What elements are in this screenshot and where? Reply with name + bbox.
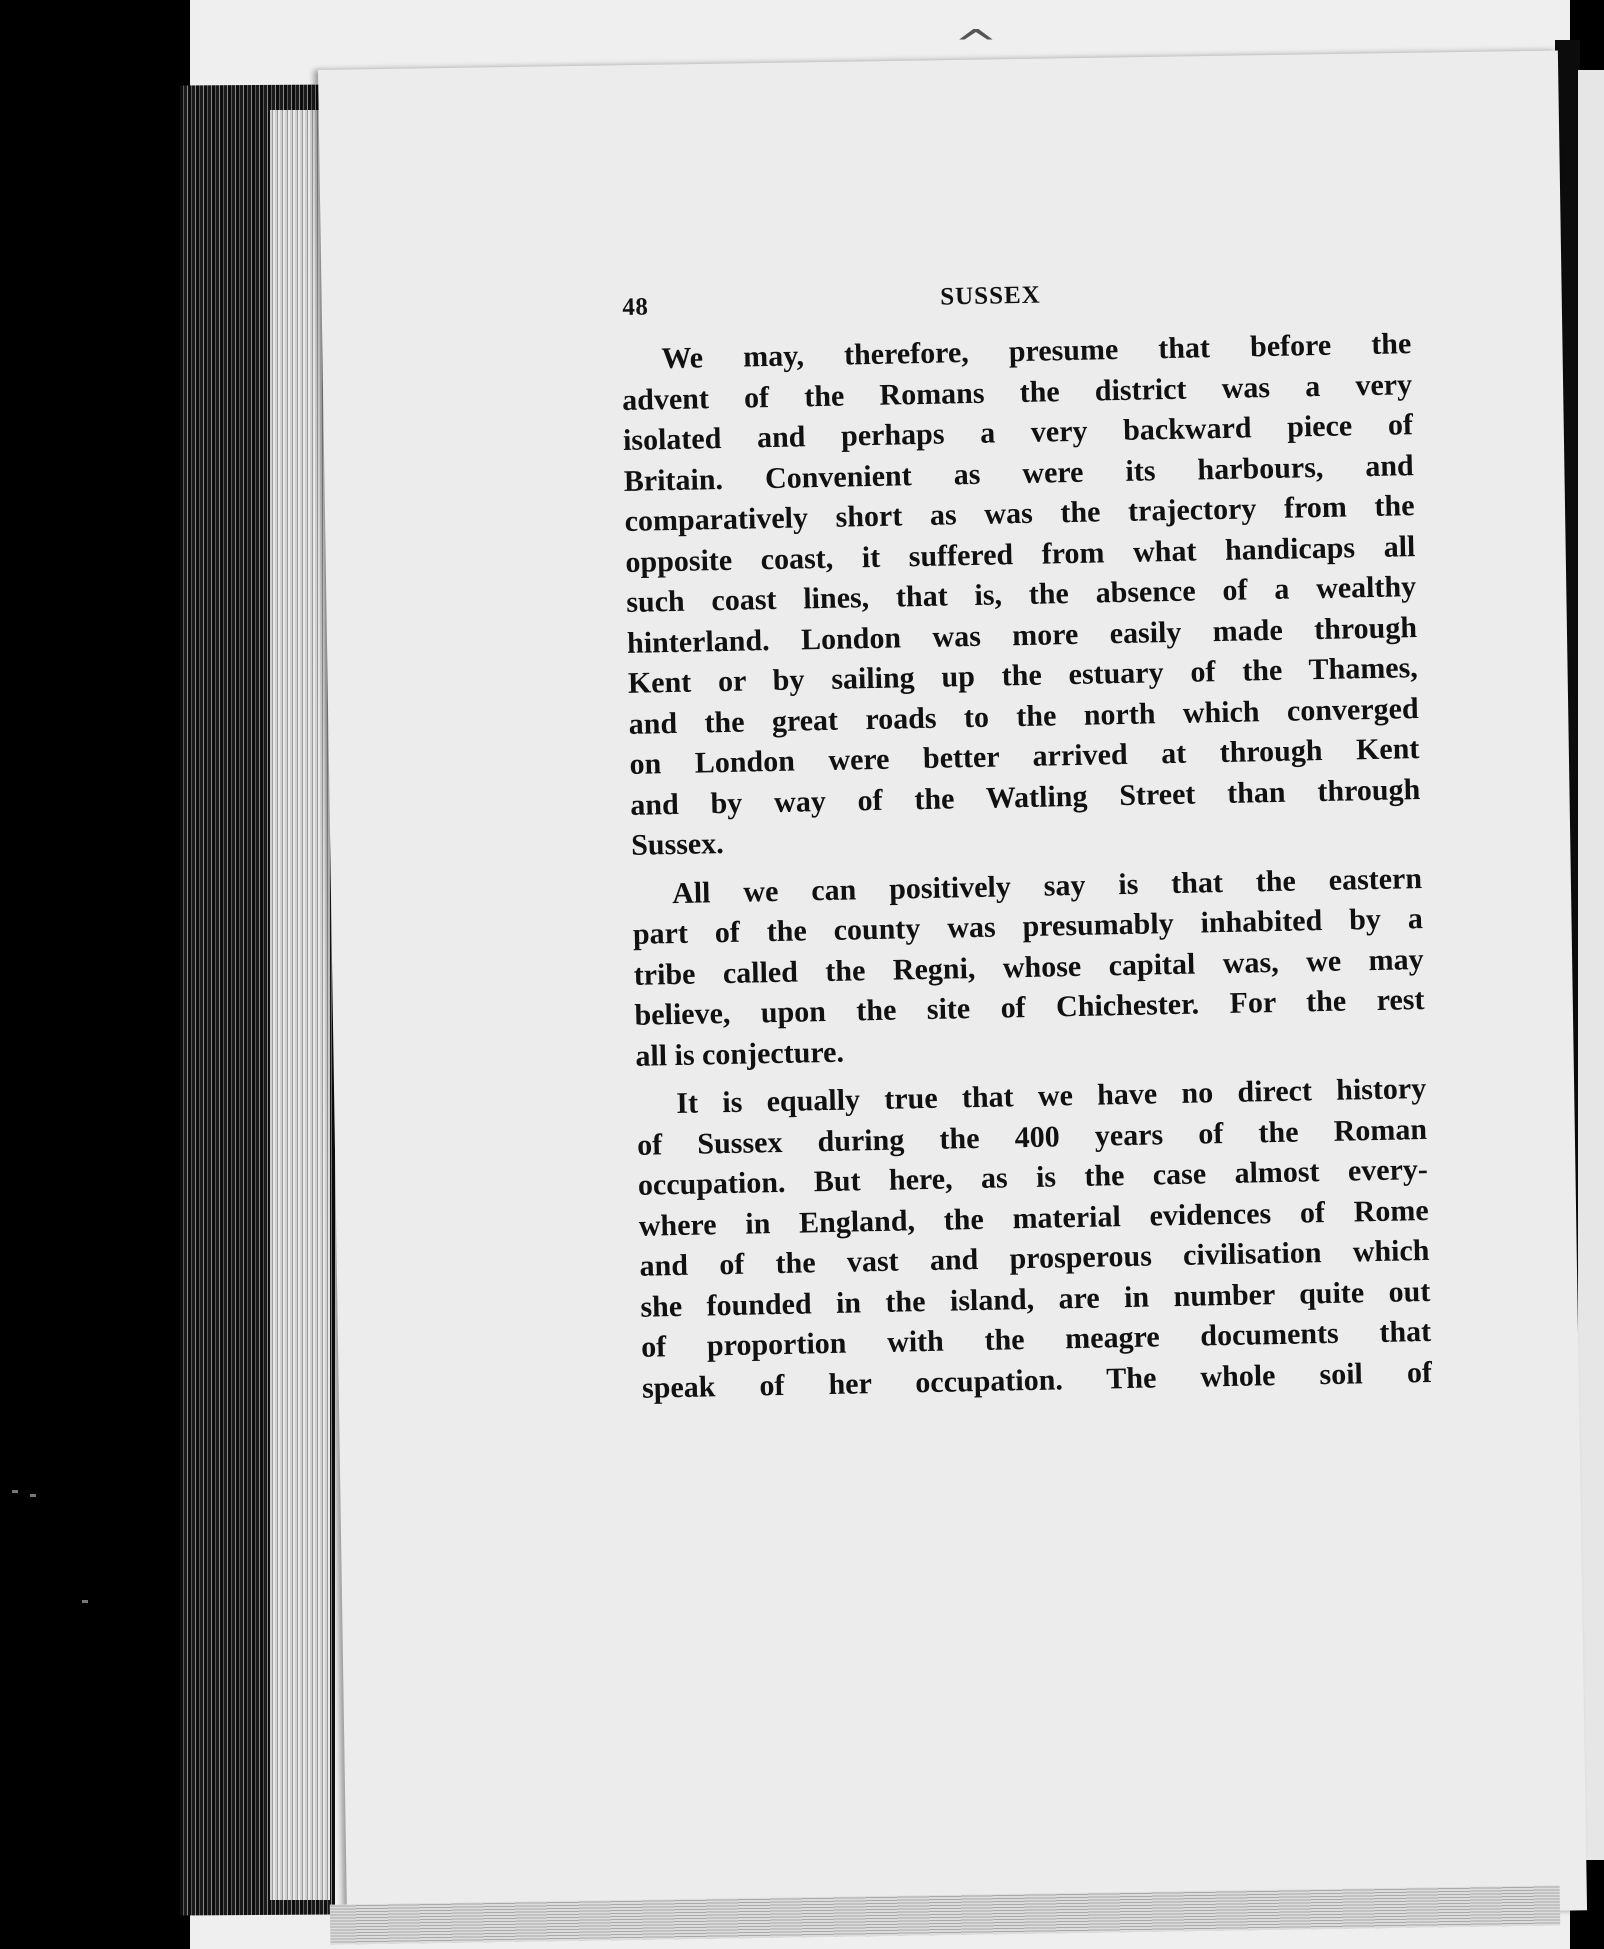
page-edges-inner [270, 110, 330, 1900]
text-line: tribe called the Regni, whose capital was, we may [633, 942, 1424, 992]
text-line: of Sussex during the 400 years of the Roman [636, 1112, 1428, 1162]
text-line: Kent or by sailing up the estuary of the Thames, [627, 651, 1419, 700]
text-line: Britain. Convenient as were its harbours, and [623, 448, 1415, 498]
text-line: advent of the Romans the district was a very [621, 367, 1413, 417]
text-line: We may, therefore, presume that before the [661, 327, 1412, 376]
text-line: all is conjecture. [635, 1035, 845, 1073]
page-number: 48 [622, 293, 649, 321]
text-line: on London were better arrived at through Kent [629, 732, 1420, 781]
text-line: she founded in the island, are in number quite out [640, 1274, 1431, 1324]
text-line: such coast lines, that is, the absence of a wealthy [625, 570, 1417, 619]
text-line: where in England, the material evidences of Rome [638, 1193, 1429, 1243]
text-line: and the great roads to the north which converged [628, 691, 1419, 741]
text-line: isolated and perhaps a very backward piece of [622, 408, 1414, 457]
text-line: and of the vast and prosperous civilisation which [639, 1233, 1430, 1283]
text-line: part of the county was presumably inhabited by a [632, 902, 1424, 951]
text-line: hinterland. London was more easily made through [626, 610, 1418, 660]
text-line: It is equally true that we have no direct history [676, 1071, 1427, 1121]
page-text [620, 274, 1432, 1417]
paragraph [632, 859, 1426, 1077]
text-line: comparatively short as was the trajectory from the [624, 489, 1415, 538]
text-line: believe, upon the site of Chichester. For the rest [634, 983, 1425, 1032]
paragraph [636, 1069, 1432, 1409]
text-line: speak of her occupation. The whole soil of [641, 1355, 1433, 1405]
scan-specks [0, 1480, 100, 1640]
caret-mark: ^ [953, 22, 999, 66]
text-line: and by way of the Watling Street than through [630, 772, 1421, 822]
text-line: opposite coast, it suffered from what handicaps all [625, 529, 1416, 579]
text-line: of proportion with the meagre documents that [640, 1314, 1432, 1364]
text-line: occupation. But here, as is the case almost every- [637, 1152, 1429, 1202]
text-line: Sussex. [630, 827, 725, 862]
running-title: SUSSEX [939, 281, 1041, 311]
paragraph [621, 324, 1421, 866]
text-line: All we can positively say is that the eastern [671, 861, 1423, 910]
